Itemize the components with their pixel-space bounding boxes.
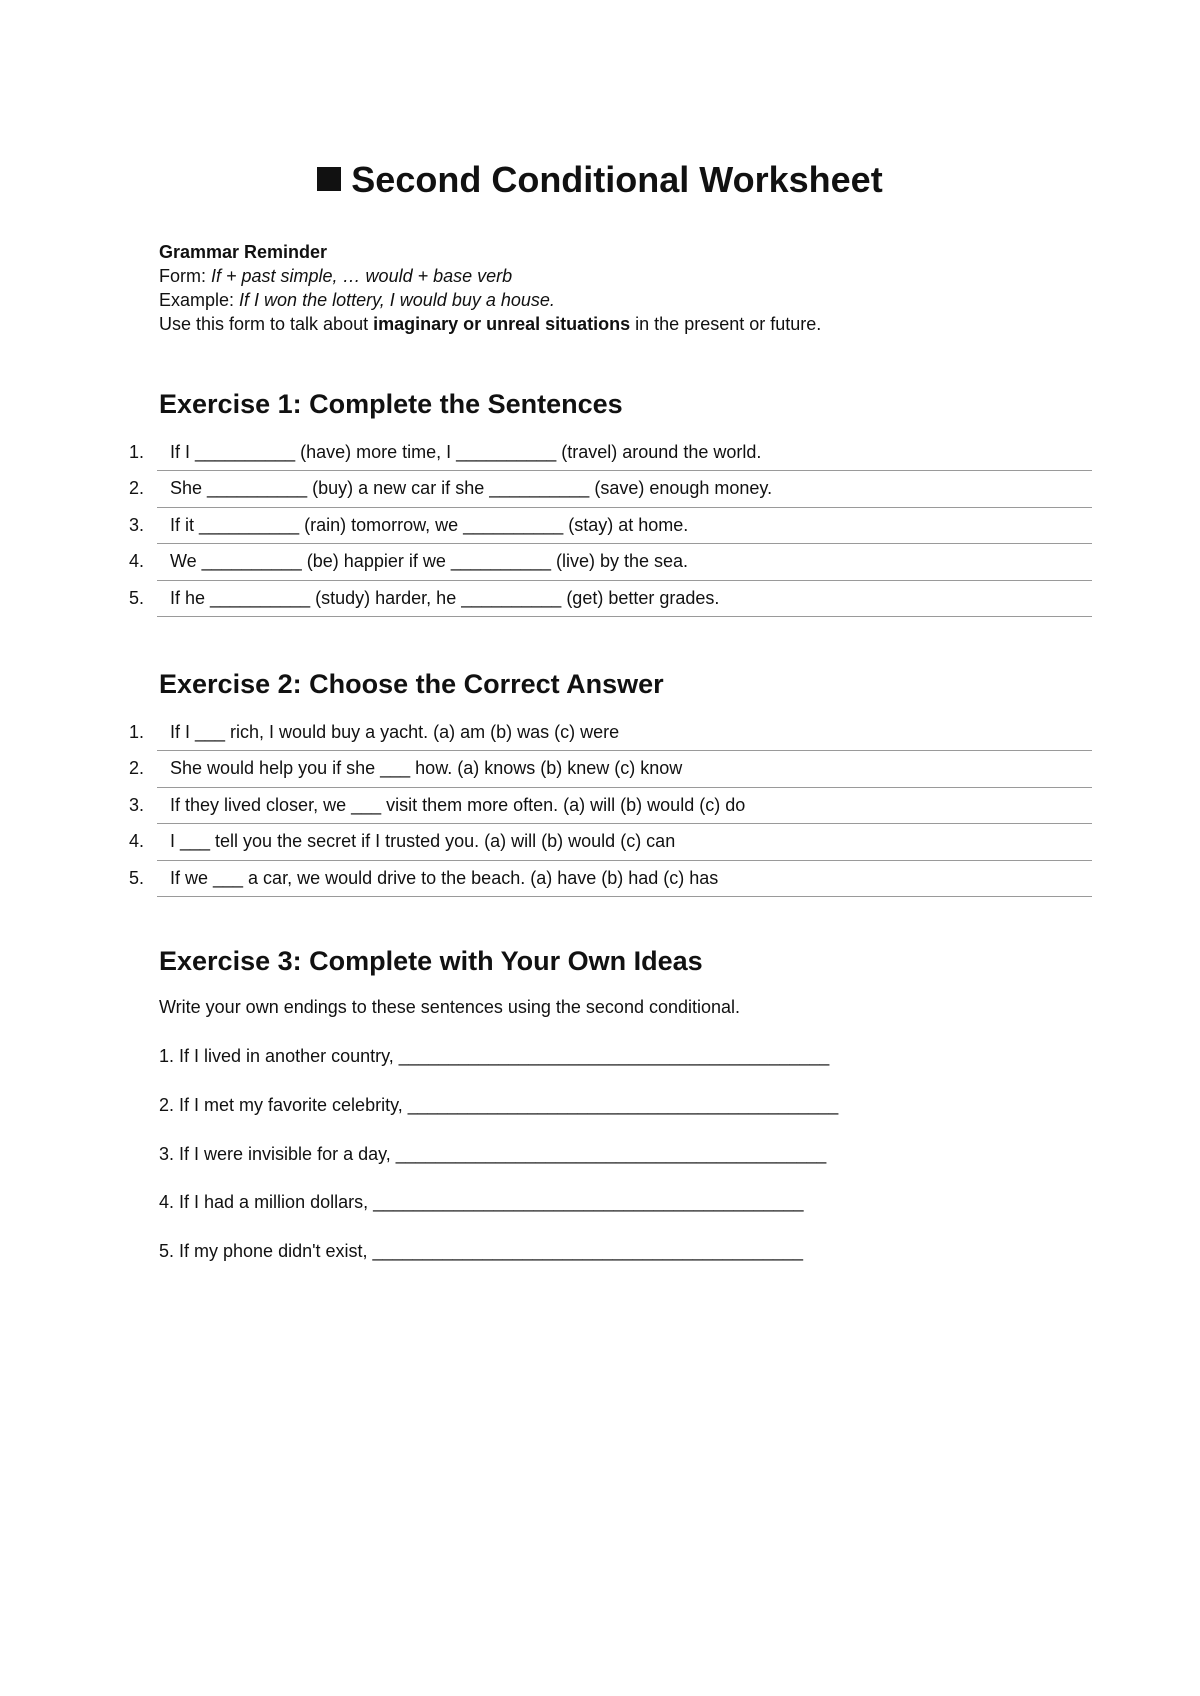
- item-text: If they lived closer, we ___ visit them more often. (a) will (b) would (c) do: [170, 794, 746, 815]
- item-text: If he __________ (study) harder, he __________ (get) better grades.: [170, 587, 720, 608]
- row-divider: [157, 616, 1092, 617]
- item-text: If I ___ rich, I would buy a yacht. (a) am (b) was (c) were: [170, 722, 620, 742]
- exercise-1-item: [124, 544, 1092, 580]
- exercise-3-prompt: 3. If I were invisible for a day, ___________________________________________: [159, 1144, 827, 1164]
- item-text: If we ___ a car, we would drive to the beach. (a) have (b) had (c) has: [170, 867, 719, 888]
- exercise-1-item: [124, 581, 1092, 617]
- square-bullet-icon: [317, 167, 341, 191]
- exercise-2-item: [124, 824, 1092, 860]
- exercise-3-title: Exercise 3: Complete with Your Own Ideas: [159, 946, 703, 976]
- item-text: She __________ (buy) a new car if she __________ (save) enough money.: [170, 478, 773, 499]
- item-number: 5.: [129, 587, 145, 608]
- item-text: If I __________ (have) more time, I __________ (travel) around the world.: [170, 442, 762, 462]
- exercise-2-item: [124, 788, 1092, 824]
- item-number: 4.: [129, 831, 145, 852]
- exercise-1-item: [124, 508, 1092, 544]
- row-divider: [157, 896, 1092, 897]
- exercise-2-list: [124, 715, 1092, 897]
- item-number: 3.: [129, 514, 145, 535]
- exercise-1-title: Exercise 1: Complete the Sentences: [159, 389, 623, 419]
- exercise-2-item: [124, 861, 1092, 897]
- item-number: 1.: [129, 442, 145, 462]
- exercise-3-prompt: 4. If I had a million dollars, ___________________________________________: [159, 1192, 804, 1212]
- exercise-1-list: [124, 435, 1092, 617]
- example-line: [159, 288, 821, 312]
- item-number: 2.: [129, 758, 145, 779]
- exercise-3-prompt: 1. If I lived in another country, ___________________________________________: [159, 1046, 830, 1066]
- exercise-3-instruction: Write your own endings to these sentences using the second conditional.: [159, 997, 741, 1017]
- form-value: If + past simple, … would + base verb: [211, 266, 513, 286]
- exercise-2-title: Exercise 2: Choose the Correct Answer: [159, 669, 664, 699]
- item-number: 4.: [129, 551, 145, 572]
- item-text: We __________ (be) happier if we __________ (live) by the sea.: [170, 551, 689, 572]
- page-title: [0, 158, 1200, 202]
- grammar-reminder-heading: Grammar Reminder: [159, 242, 328, 262]
- item-number: 2.: [129, 478, 145, 499]
- exercise-3-prompt: 2. If I met my favorite celebrity, ___________________________________________: [159, 1095, 839, 1115]
- exercise-1-item: [124, 435, 1092, 471]
- usage-line: [159, 312, 821, 336]
- item-number: 5.: [129, 867, 145, 888]
- page-title-text: Second Conditional Worksheet: [351, 159, 883, 200]
- item-number: 1.: [129, 722, 145, 742]
- usage-text-bold: imaginary or unreal situations: [373, 314, 631, 334]
- example-value: If I won the lottery, I would buy a house.: [239, 290, 555, 310]
- exercise-2-item: [124, 751, 1092, 787]
- usage-text-before: Use this form to talk about: [159, 314, 374, 334]
- exercise-2-item: [124, 715, 1092, 751]
- exercise-1-item: [124, 471, 1092, 507]
- usage-text-after: in the present or future.: [630, 314, 822, 334]
- item-text: I ___ tell you the secret if I trusted you. (a) will (b) would (c) can: [170, 831, 676, 852]
- example-label: Example:: [159, 290, 240, 310]
- item-number: 3.: [129, 794, 145, 815]
- form-label: Form:: [159, 266, 211, 286]
- form-line: [159, 264, 821, 288]
- item-text: She would help you if she ___ how. (a) knows (b) knew (c) know: [170, 758, 683, 779]
- grammar-reminder: [159, 240, 821, 336]
- exercise-3-prompt: 5. If my phone didn't exist, ___________________________________________: [159, 1241, 804, 1261]
- item-text: If it __________ (rain) tomorrow, we __________ (stay) at home.: [170, 514, 689, 535]
